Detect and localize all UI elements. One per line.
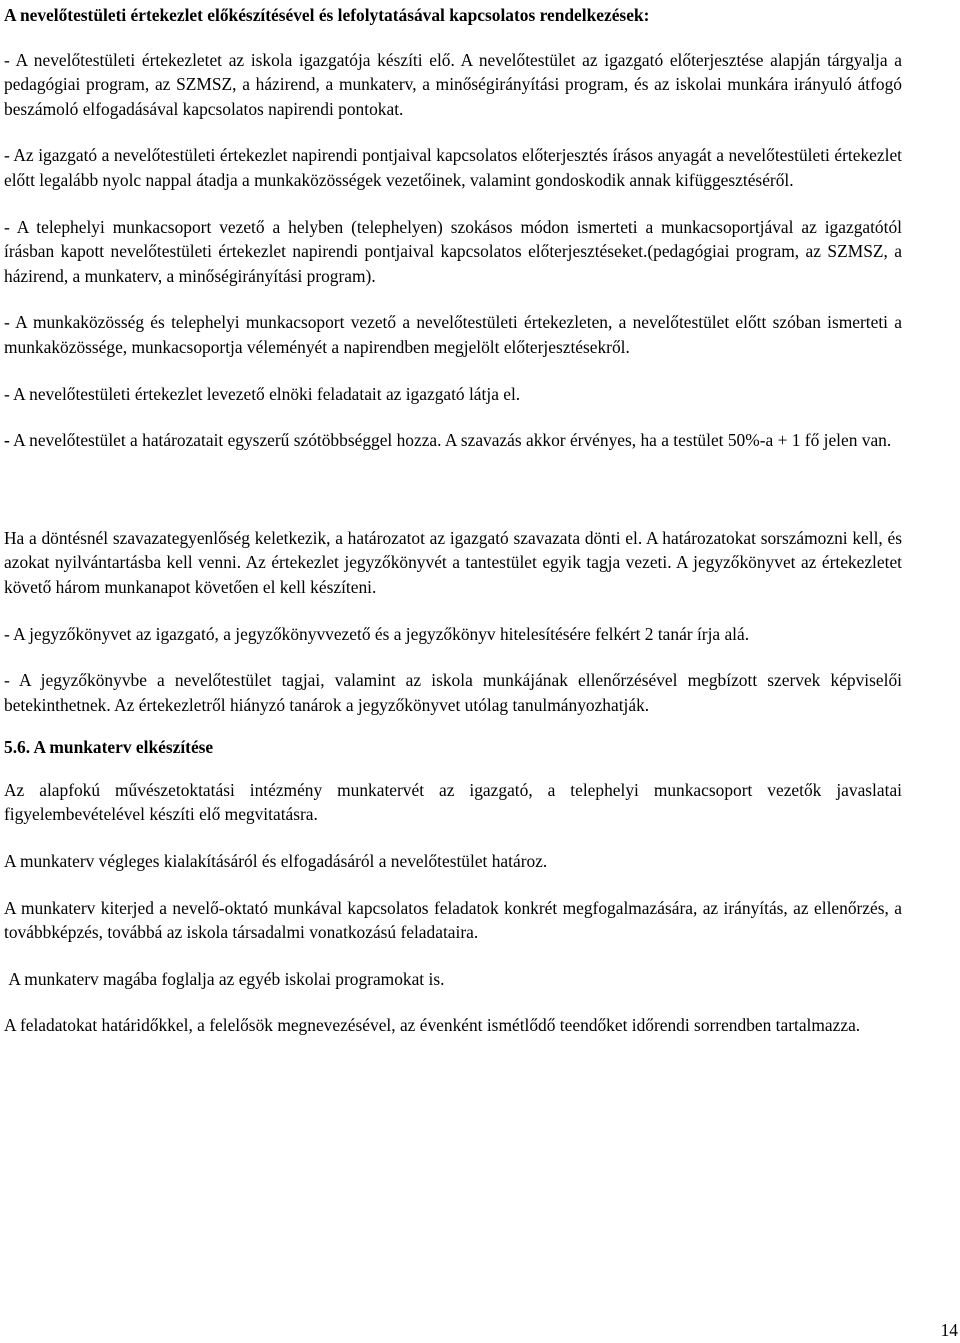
paragraph: A munkaterv végleges kialakításáról és elfogadásáról a nevelőtestület határoz. — [4, 851, 548, 872]
section-heading: A nevelőtestületi értekezlet előkészítésével és lefolytatásával kapcsolatos rendelkezések: — [4, 5, 650, 25]
vote-paragraph — [4, 428, 902, 453]
page-number: 14 — [940, 1320, 958, 1340]
paragraph: A feladatokat határidőkkel, a felelősök megnevezésével, az évenként ismétlődő teendőket időrendi sorrendben tartalmazza. — [4, 1015, 861, 1036]
section-title: 5.6. A munkaterv elkészítése — [4, 737, 214, 758]
paragraph: - A jegyzőkönyvbe a nevelőtestület tagjai, valamint az iskola munkájának ellenőrzésével megbízott szervek képviselői betekinthetnek. Az értekezletről hiányzó tanárok a jegyzőkönyvet utólag tanulmányozhatják. — [4, 670, 902, 715]
vote-text: A nevelőtestület a határozatait egyszerű szótöbbséggel hozza. A szavazás akkor érvényes, ha a testület 50%-a + 1 fő jelen van. — [9, 430, 892, 451]
paragraph: - A munkaközösség és telephelyi munkacsoport vezető a nevelőtestületi értekezleten, a nevelőtestület előtt szóban ismerteti a munkaközössége, munkacsoportja véleményét a napirendben megjelölt előterjesztésekről. — [4, 312, 902, 357]
paragraph: - A telephelyi munkacsoport vezető a helyben (telephelyen) szokásos módon ismerteti a munkacsoportjával az igazgatótól írásban kapott nevelőtestületi értekezlet napirendi pontjaival kapcsolatos előterjesztéseket.(pedagógiai program, az SZMSZ, a házirend, a munkaterv, a minőségirányítási program). — [4, 216, 902, 286]
paragraph: A munkaterv kiterjed a nevelő-oktató munkával kapcsolatos feladatok konkrét megfogalmazására, az irányítás, az ellenőrzés, a továbbképzés, továbbá az iskola társadalmi vonatkozású feladataira. — [4, 897, 902, 943]
paragraph: A munkaterv magába foglalja az egyéb iskolai programokat is. — [4, 968, 445, 989]
paragraph: - A jegyzőkönyvet az igazgató, a jegyzőkönyvvezető és a jegyzőkönyv hitelesítésére felkért 2 tanár írja alá. — [4, 623, 750, 644]
vote-dash: - — [4, 430, 10, 451]
paragraph: - A nevelőtestületi értekezlet levezető elnöki feladatait az igazgató látja el. — [4, 383, 521, 404]
paragraph: Az alapfokú művészetoktatási intézmény munkatervét az igazgató, a telephelyi munkacsoport vezetők javaslatai figyelembevételével készíti elő megvitatásra. — [4, 779, 902, 825]
paragraph: Ha a döntésnél szavazategyenlőség keletkezik, a határozatot az igazgató szavazata dönti el. A határozatokat sorszámozni kell, és azokat nyilvántartásba kell venni. Az értekezlet jegyzőkönyvét a tantestület egyik tagja vezeti. A jegyzőkönyvet az értekezletet követő három munkanapot követően el kell készíteni. — [4, 527, 902, 597]
paragraph: - A nevelőtestületi értekezletet az iskola igazgatója készíti elő. A nevelőtestület az igazgató előterjesztése alapján tárgyalja a pedagógiai program, az SZMSZ, a házirend, a munkaterv, a minőségirányítási program, és az iskolai munkára irányuló átfogó beszámoló elfogadásával kapcsolatos napirendi pontokat. — [4, 49, 902, 119]
paragraph: - Az igazgató a nevelőtestületi értekezlet napirendi pontjaival kapcsolatos előterjesztés írásos anyagát a nevelőtestületi értekezlet előtt legalább nyolc nappal átadja a munkaközösségek vezetőinek, valamint gondoskodik annak kifüggesztéséről. — [4, 145, 902, 190]
document-page — [4, 3, 902, 1060]
